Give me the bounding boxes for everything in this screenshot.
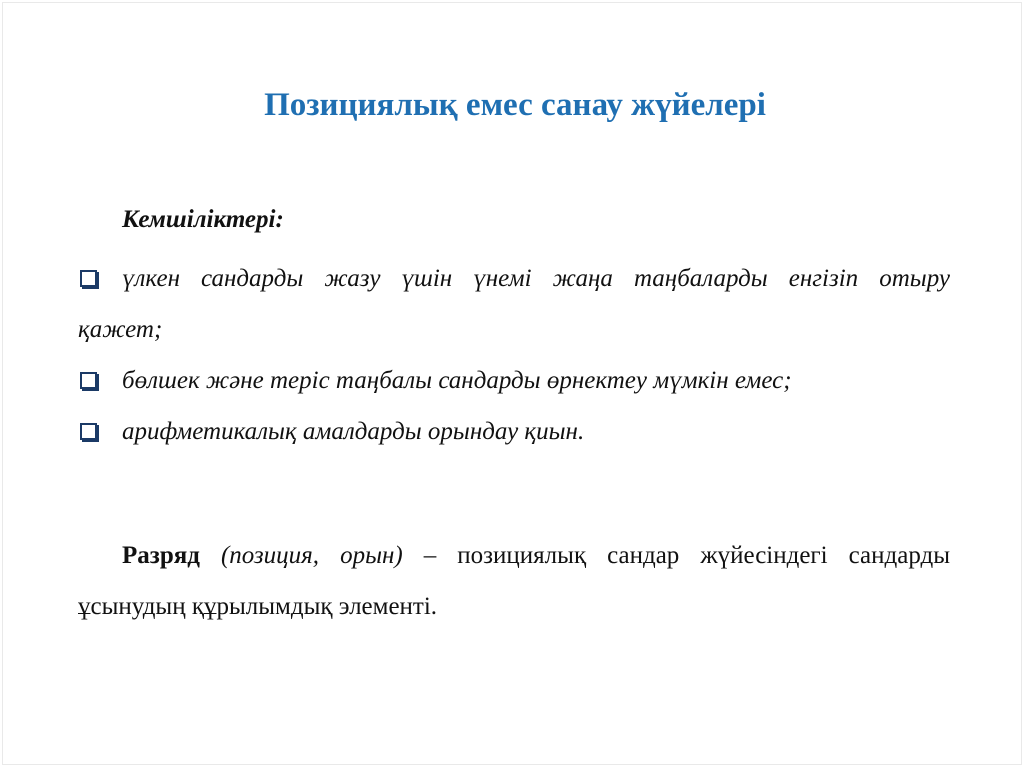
definition-parenthetical: (позиция, орын) [220,542,403,569]
list-item [78,406,950,457]
list-item-text: арифметикалық амалдарды орындау қиын. [122,418,585,445]
list-item [78,355,950,406]
definition-line-2: ұсынудың құрылымдық элементі. [78,593,438,620]
checkbox-square-icon [80,372,97,389]
slide [2,2,1022,765]
definition-line-1 [78,530,950,581]
slide-title: Позициялық емес санау жүйелері [264,87,766,123]
definition-text: – позициялық сандар жүйесіндегі сандарды [423,542,951,569]
list-item-text: бөлшек және теріс таңбалы сандарды өрнектеу мүмкін емес; [122,367,792,394]
disadvantages-heading: Кемшіліктері: [122,206,284,233]
checkbox-square-icon [80,270,97,287]
definition-term: Разряд [122,542,200,569]
checkbox-square-icon [80,423,97,440]
disadvantages-list [78,253,950,457]
definition-paragraph [78,530,950,632]
list-item-text: үлкен сандарды жазу үшін үнемі жаңа таңбаларды енгізіп отыру [122,265,950,292]
list-item [78,253,950,355]
list-item-text-continuation: қажет; [78,316,163,343]
